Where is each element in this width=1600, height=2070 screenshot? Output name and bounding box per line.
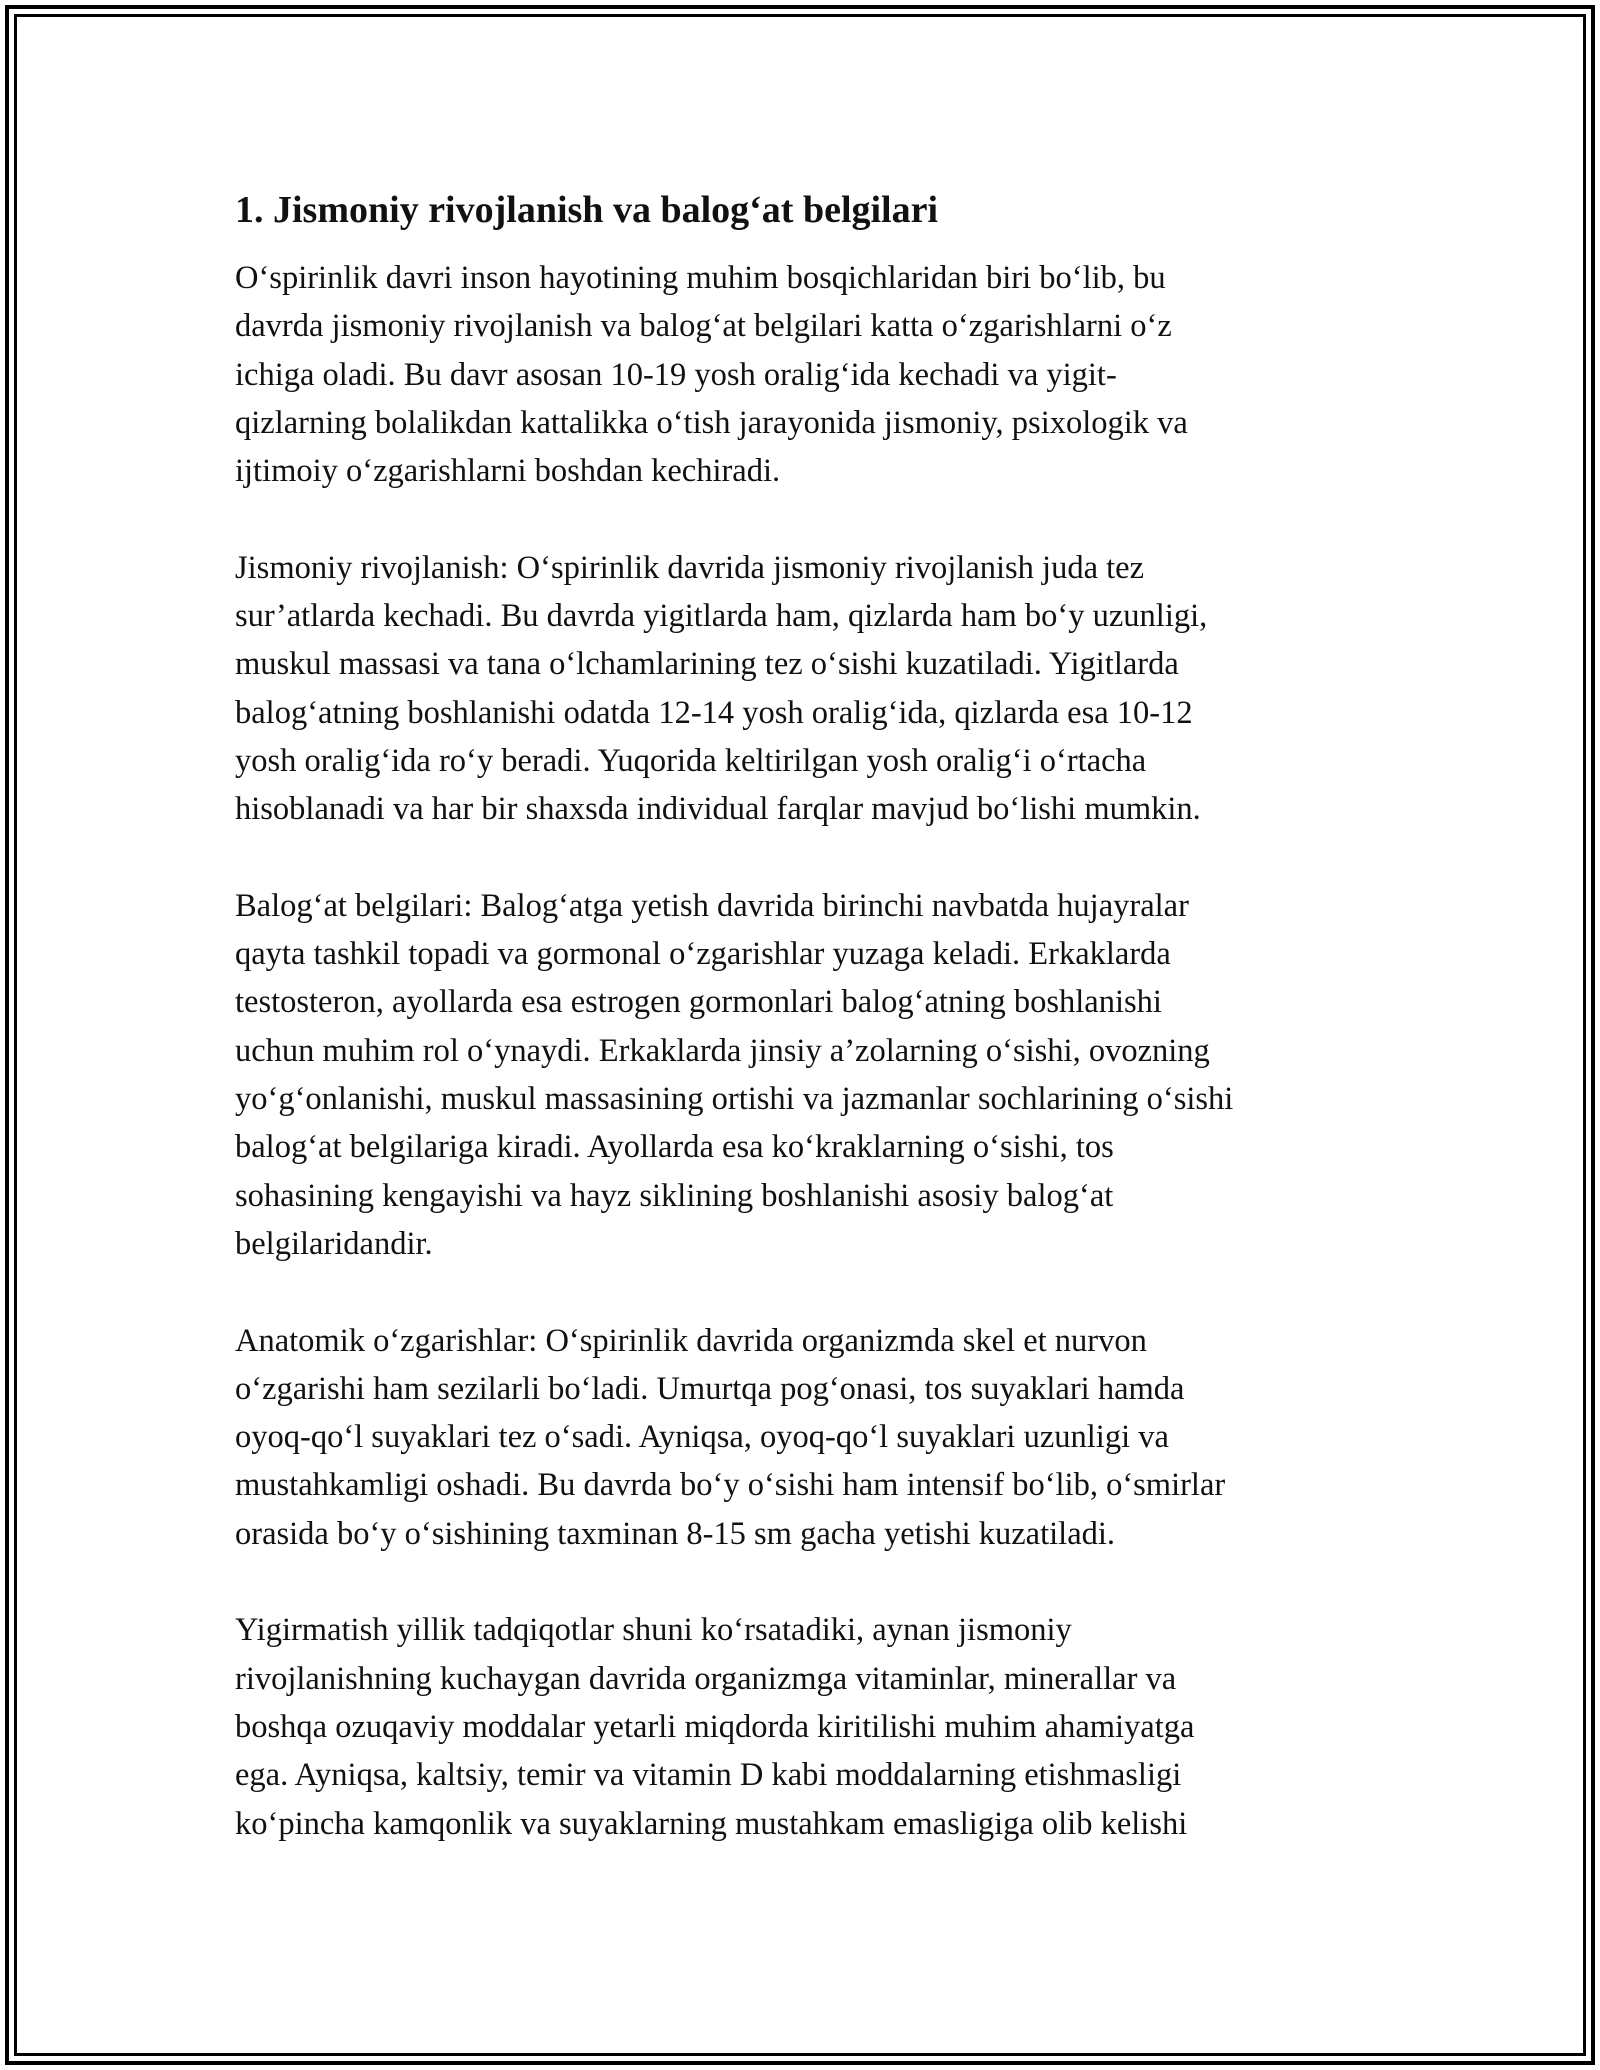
text-line: yosh oralig‘ida ro‘y beradi. Yuqorida keltirilgan yosh oralig‘i o‘rtacha: [235, 742, 1147, 779]
text-line: ijtimoiy o‘zgarishlarni boshdan kechiradi.: [235, 453, 781, 490]
paragraph-4: [235, 1317, 1370, 1558]
text-line: belgilaridandir.: [235, 1225, 433, 1262]
text-line: qayta tashkil topadi va gormonal o‘zgarishlar yuzaga keladi. Erkaklarda: [235, 936, 1171, 973]
text-line: balog‘at belgilariga kiradi. Ayollarda esa ko‘kraklarning o‘sishi, tos: [235, 1129, 1114, 1166]
text-line: muskul massasi va tana o‘lchamlarining tez o‘sishi kuzatiladi. Yigitlarda: [235, 646, 1179, 683]
text-line: o‘zgarishi ham sezilarli bo‘ladi. Umurtqa pog‘onasi, tos suyaklari hamda: [235, 1370, 1185, 1407]
text-line: testosteron, ayollarda esa estrogen gormonlari balog‘atning boshlanishi: [235, 984, 1162, 1021]
paragraph-3: [235, 882, 1370, 1268]
paragraph-2: [235, 544, 1370, 834]
text-line: Jismoniy rivojlanish: O‘spirinlik davrida jismoniy rivojlanish juda tez: [235, 549, 1145, 586]
text-line: Anatomik o‘zgarishlar: O‘spirinlik davrida organizmda skel et nurvon: [235, 1322, 1147, 1359]
paragraph-spacer: [235, 834, 1370, 882]
section-heading: 1. Jismoniy rivojlanish va balog‘at belgilari: [235, 189, 939, 231]
text-line: oyoq-qo‘l suyaklari tez o‘sadi. Ayniqsa, oyoq-qo‘l suyaklari uzunligi va: [235, 1419, 1169, 1456]
text-line: balog‘atning boshlanishi odatda 12-14 yosh oralig‘ida, qizlarda esa 10-12: [235, 694, 1193, 731]
text-line: sohasining kengayishi va hayz siklining boshlanishi asosiy balog‘at: [235, 1177, 1114, 1214]
text-line: boshqa ozuqaviy moddalar yetarli miqdorda kiritilishi muhim ahamiyatga: [235, 1708, 1195, 1745]
text-line: ko‘pincha kamqonlik va suyaklarning mustahkam emasligiga olib kelishi: [235, 1805, 1188, 1842]
text-line: yo‘g‘onlanishi, muskul massasining ortishi va jazmanlar sochlarining o‘sishi: [235, 1081, 1234, 1118]
text-line: Balog‘at belgilari: Balog‘atga yetish davrida birinchi navbatda hujayralar: [235, 887, 1189, 924]
text-line: mustahkamligi oshadi. Bu davrda bo‘y o‘sishi ham intensif bo‘lib, o‘smirlar: [235, 1467, 1226, 1504]
text-line: O‘spirinlik davri inson hayotining muhim bosqichlaridan biri bo‘lib, bu: [235, 260, 1166, 296]
text-line: orasida bo‘y o‘sishining taxminan 8-15 sm gacha yetishi kuzatiladi.: [235, 1515, 1116, 1552]
text-line: davrda jismoniy rivojlanish va balog‘at belgilari katta o‘zgarishlarni o‘z: [235, 308, 1172, 345]
paragraph-5: [235, 1606, 1370, 1847]
text-line: qizlarning bolalikdan kattalikka o‘tish jarayonida jismoniy, psixologik va: [235, 404, 1188, 441]
text-line: Yigirmatish yillik tadqiqotlar shuni ko‘rsatadiki, aynan jismoniy: [235, 1612, 1072, 1649]
paragraph-spacer: [235, 1558, 1370, 1606]
document-body: [235, 180, 1370, 1848]
text-line: sur’atlarda kechadi. Bu davrda yigitlarda ham, qizlarda ham bo‘y uzunligi,: [235, 598, 1208, 635]
paragraph-list: [235, 254, 1370, 1848]
paragraph-1: [235, 254, 1370, 495]
paragraph-spacer: [235, 1268, 1370, 1316]
paragraph-spacer: [235, 495, 1370, 543]
text-line: hisoblanadi va har bir shaxsda individual farqlar mavjud bo‘lishi mumkin.: [235, 791, 1201, 828]
text-line: rivojlanishning kuchaygan davrida organizmga vitaminlar, minerallar va: [235, 1660, 1177, 1697]
text-line: uchun muhim rol o‘ynaydi. Erkaklarda jinsiy a’zolarning o‘sishi, ovozning: [235, 1032, 1210, 1069]
text-line: ega. Ayniqsa, kaltsiy, temir va vitamin D kabi moddalarning etishmasligi: [235, 1757, 1182, 1794]
text-line: ichiga oladi. Bu davr asosan 10-19 yosh oralig‘ida kechadi va yigit-: [235, 356, 1117, 393]
